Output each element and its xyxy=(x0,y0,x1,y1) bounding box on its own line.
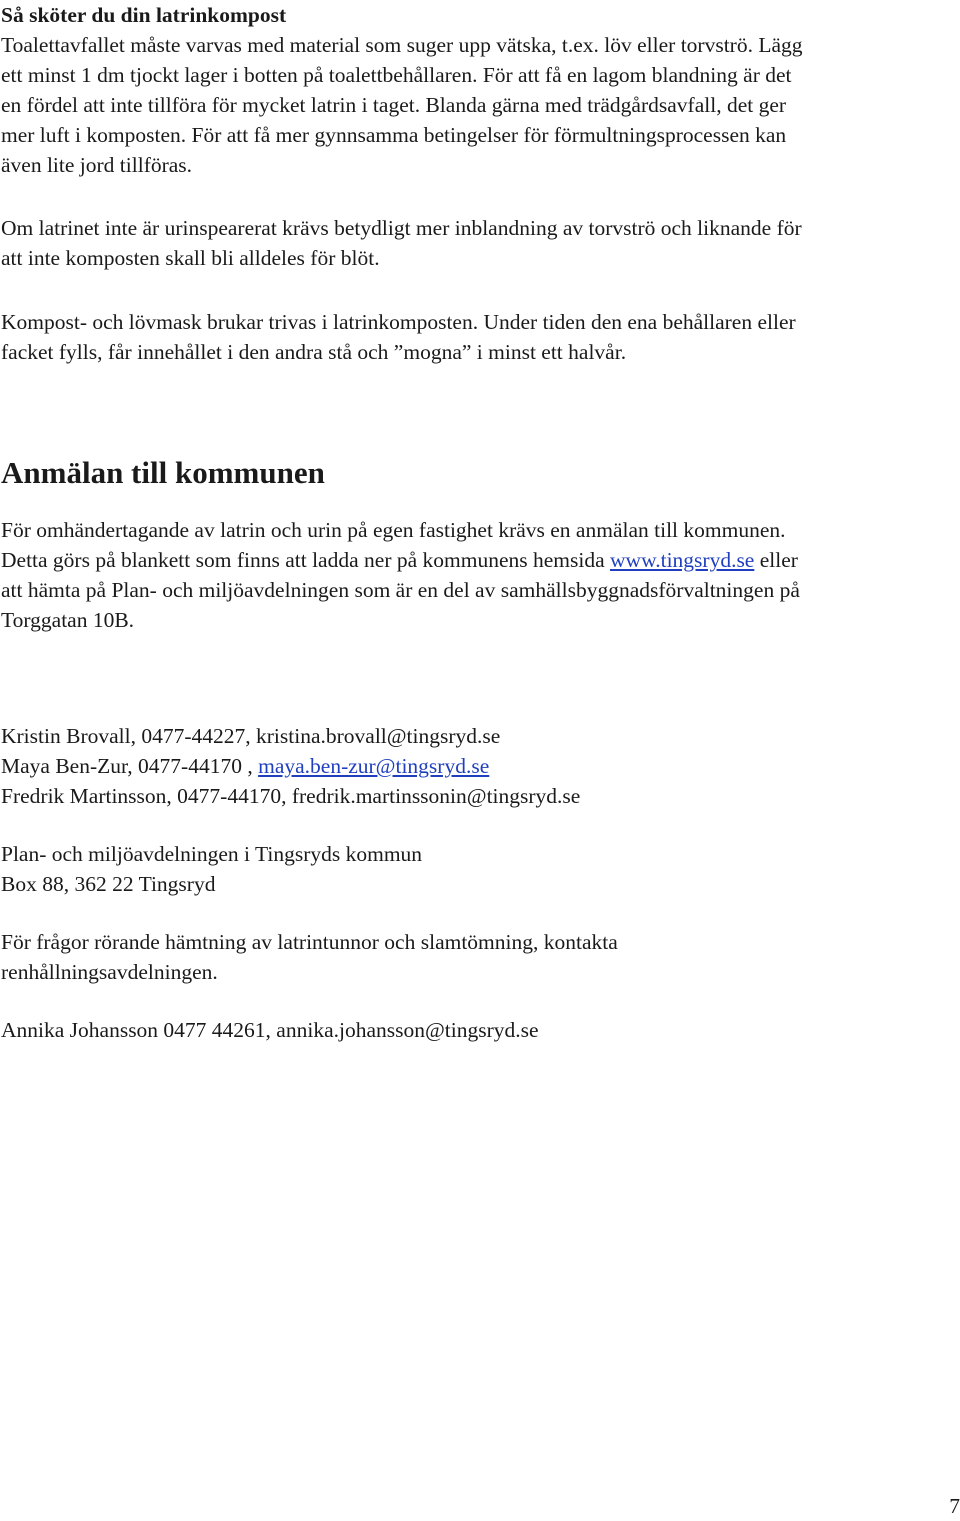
page-number: 7 xyxy=(949,1494,960,1518)
text-line: att inte komposten skall bli alldeles för blöt. xyxy=(1,246,380,270)
text-line: att hämta på Plan- och miljöavdelningen som är en del av samhällsbyggnadsförvaltningen på xyxy=(1,578,800,602)
office-postal: Box 88, 362 22 Tingsryd xyxy=(1,872,216,896)
compost-paragraph-2 xyxy=(1,213,953,273)
website-link[interactable]: www.tingsryd.se xyxy=(610,548,755,572)
text-line: Kompost- och lövmask brukar trivas i latrinkomposten. Under tiden den ena behållaren eller xyxy=(1,310,796,334)
office-address xyxy=(1,839,953,899)
text-line: renhållningsavdelningen. xyxy=(1,960,218,984)
document-page xyxy=(1,0,953,1045)
text-line: För omhändertagande av latrin och urin på egen fastighet krävs en anmälan till kommunen. xyxy=(1,518,786,542)
contact-fredrik: Fredrik Martinsson, 0477-44170, fredrik.martinssonin@tingsryd.se xyxy=(1,784,581,808)
compost-paragraph-1 xyxy=(1,30,953,180)
text-line: en fördel att inte tillföra för mycket latrin i taget. Blanda gärna med trädgårdsavfall, det ger xyxy=(1,93,787,117)
text-line: Toalettavfallet måste varvas med material som suger upp vätska, t.ex. löv eller torvströ. Lägg xyxy=(1,33,803,57)
contact-list xyxy=(1,721,953,811)
office-name: Plan- och miljöavdelningen i Tingsryds kommun xyxy=(1,842,423,866)
text-line xyxy=(1,545,953,575)
text-line: Torggatan 10B. xyxy=(1,608,135,632)
text-fragment: Detta görs på blankett som finns att ladda ner på kommunens hemsida xyxy=(1,548,611,572)
notice-paragraph xyxy=(1,515,953,635)
text-fragment: eller xyxy=(754,548,798,572)
compost-title: Så sköter du din latrinkompost xyxy=(1,3,287,27)
text-line: mer luft i komposten. För att få mer gynnsamma betingelser för förmultningsprocessen kan xyxy=(1,123,787,147)
contact-kristin: Kristin Brovall, 0477-44227, kristina.brovall@tingsryd.se xyxy=(1,724,501,748)
contact-maya xyxy=(1,751,953,781)
text-line: facket fylls, får innehållet i den andra stå och ”mogna” i minst ett halvår. xyxy=(1,340,627,364)
waste-paragraph xyxy=(1,927,953,987)
text-line: även lite jord tillföras. xyxy=(1,153,193,177)
text-line: För frågor rörande hämtning av latrintunnor och slamtömning, kontakta xyxy=(1,930,618,954)
notice-heading: Anmälan till kommunen xyxy=(1,455,325,490)
compost-paragraph-3 xyxy=(1,307,953,367)
text-line: ett minst 1 dm tjockt lager i botten på toalettbehållaren. För att få en lagom blandning är det xyxy=(1,63,792,87)
waste-contact: Annika Johansson 0477 44261, annika.johansson@tingsryd.se xyxy=(1,1018,539,1042)
text-fragment: Maya Ben-Zur, 0477-44170 , xyxy=(1,754,259,778)
text-line: Om latrinet inte är urinspearerat krävs betydligt mer inblandning av torvströ och liknande för xyxy=(1,216,802,240)
email-link[interactable]: maya.ben-zur@tingsryd.se xyxy=(258,754,490,778)
